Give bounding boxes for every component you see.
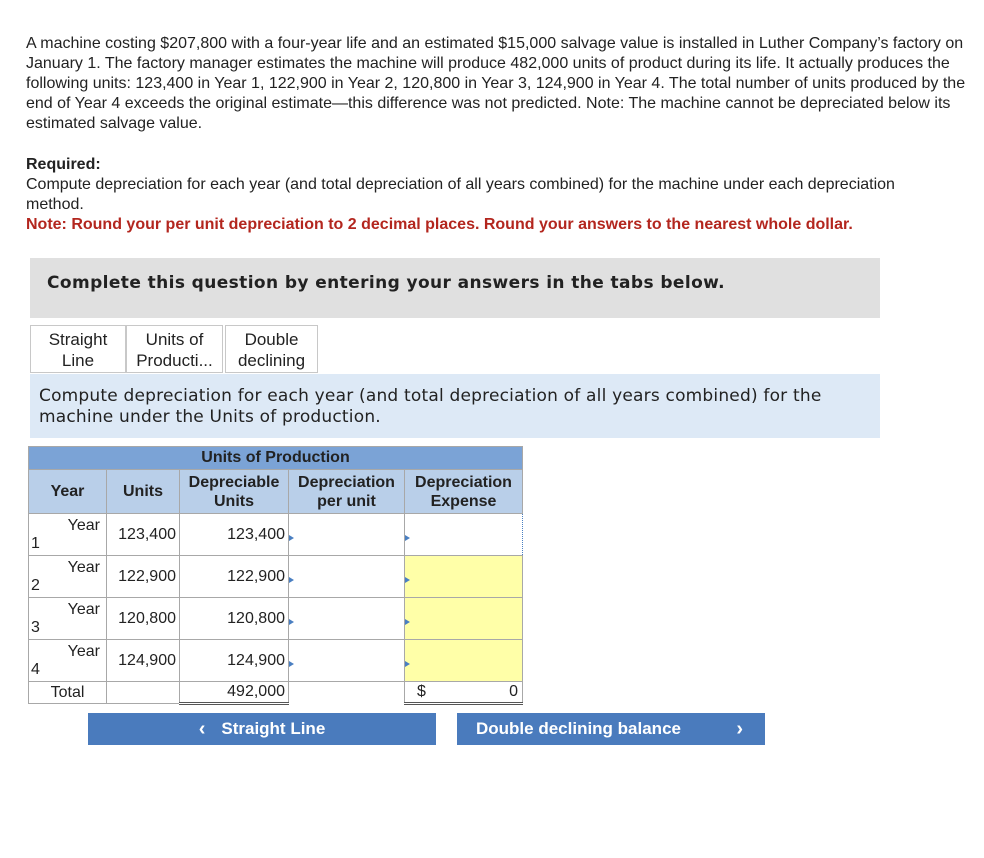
per-unit-input[interactable] [289,640,405,682]
total-row [29,682,523,704]
year-word: Year [67,517,100,534]
expense-input[interactable] [405,514,523,556]
header-line: per unit [317,492,376,510]
per-unit-input[interactable] [289,556,405,598]
header-depreciation-expense [405,470,523,514]
year-number: 2 [31,577,40,594]
table-row [29,514,523,556]
expense-input[interactable] [405,556,523,598]
tab-label-line2: declining [237,351,306,370]
header-year: Year [29,470,107,514]
header-units: Units [107,470,180,514]
next-button-label: Double declining balance [476,719,681,738]
required-section [26,155,956,235]
problem-text: A machine costing $207,800 with a four-year life and an estimated $15,000 salvage value is installed in Luther Company’s factory on January 1. The factory manager estimates the machine will produce 482,000 units of product during its life. It actually produces the following units: 123,400 in Year 1, 122,900 in Year 2, 120,800 in Year 3, 124,900 in Year 4. The total number of units produced by the end of Year 4 exceeds the original estimate—this difference was not predicted. Note: The machine cannot be depreciated below its estimated salvage value. [26,35,966,132]
prev-button-label: Straight Line [221,719,326,738]
table-row [29,598,523,640]
tab-double-declining[interactable] [225,325,318,373]
prev-straight-line-button[interactable] [88,713,436,745]
total-units-empty [107,682,180,704]
total-expense [405,682,523,704]
header-depreciation-per-unit [289,470,405,514]
tab-label-line2: Producti... [136,351,213,370]
tab-units-of-production[interactable] [126,325,223,373]
year-number: 1 [31,535,40,552]
header-depreciable-units [180,470,289,514]
tab-label-line1: Straight [48,330,108,349]
table-row [29,556,523,598]
expense-input[interactable] [405,640,523,682]
instruction-text: Compute depreciation for each year (and total depreciation of all years combined) for the machine under the Units of production. [39,386,822,427]
per-unit-input[interactable] [289,598,405,640]
year-number: 3 [31,619,40,636]
year-label [29,640,107,682]
problem-statement [26,34,966,134]
total-spacer [289,682,405,704]
instructions-banner [30,258,880,318]
required-text: Compute depreciation for each year (and total depreciation of all years combined) for the machine under each depreciation method. [26,176,895,213]
units-cell: 124,900 [107,640,180,682]
tab-straight-line[interactable] [30,325,126,373]
units-of-production-table [28,446,523,705]
year-number: 4 [31,661,40,678]
units-cell: 123,400 [107,514,180,556]
rounding-note: Note: Round your per unit depreciation to 2 decimal places. Round your answers to the nearest whole dollar. [26,216,853,233]
year-word: Year [67,601,100,618]
header-line: Expense [430,492,497,510]
units-cell: 122,900 [107,556,180,598]
depreciable-units-cell: 123,400 [180,514,289,556]
tab-instruction [30,374,880,438]
total-expense-value: 0 [509,683,518,700]
year-label [29,598,107,640]
banner-text: Complete this question by entering your answers in the tabs below. [47,273,726,293]
currency-symbol: $ [417,683,426,700]
tab-label-line2: Line [61,351,95,370]
depreciable-units-cell: 124,900 [180,640,289,682]
units-cell: 120,800 [107,598,180,640]
next-double-declining-button[interactable] [457,713,765,745]
year-word: Year [67,559,100,576]
total-label: Total [29,682,107,704]
header-line: Depreciation [415,473,512,491]
tab-label-line1: Double [244,330,299,349]
per-unit-input[interactable] [289,514,405,556]
year-label [29,556,107,598]
year-label [29,514,107,556]
required-title: Required: [26,156,101,173]
expense-input[interactable] [405,598,523,640]
header-line: Units [214,492,254,510]
table-title: Units of Production [29,447,523,470]
depreciable-units-cell: 120,800 [180,598,289,640]
depreciable-units-cell: 122,900 [180,556,289,598]
tab-label-line1: Units of [145,330,204,349]
year-word: Year [67,643,100,660]
chevron-right-icon: › [736,717,743,740]
header-line: Depreciation [298,473,395,491]
table-row [29,640,523,682]
chevron-left-icon: ‹ [198,717,206,740]
header-line: Depreciable [188,473,280,491]
total-depreciable-units: 492,000 [180,682,289,704]
